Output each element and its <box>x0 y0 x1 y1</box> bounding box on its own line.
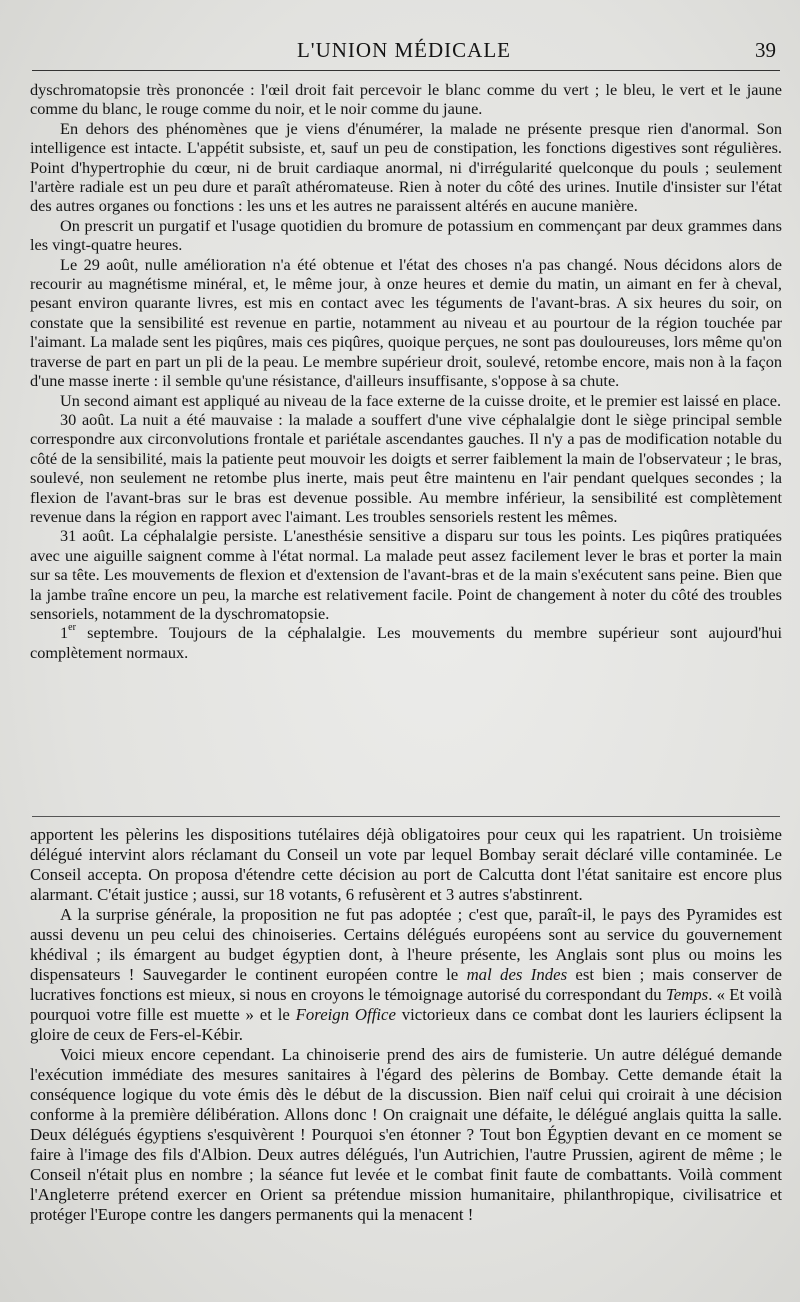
paragraph: dyschromatopsie très prononcée : l'œil droit fait percevoir le blanc comme du vert ; le bleu, le vert et le jaune comme du blanc, le rouge comme du noir, et le noir comme du jaune. <box>30 80 782 119</box>
paragraph <box>30 623 782 662</box>
feuilleton-text <box>30 825 782 1225</box>
paragraph: Voici mieux encore cependant. La chinoiserie prend des airs de fumisterie. Un autre délégué demande l'exécution immédiate des mesures sanitaires à l'égard des pèlerins de Bombay. Cette demande était la conséquence logique du vote émis dès le début de la discussion. Bien naïf celui qui croirait à une décision conforme à la première délibération. Allons donc ! On craignait une défaite, le délégué anglais quitta la salle. Deux délégués égyptiens s'esquivèrent ! Pourquoi s'en étonner ? Tout bon Égyptien devant en ce moment se faire à l'image des fils d'Albion. Deux autres délégués, l'un Autrichien, l'autre Prussien, agirent de même ; le Conseil n'était plus en nombre ; la séance fut levée et le combat finit faute de combattants. Voilà comment l'Angleterre prétend exercer en Orient sa prétendue mission humanitaire, philanthropique, civilisatrice et protéger l'Europe contre les dangers permanents qui la menacent ! <box>30 1045 782 1224</box>
italic-phrase: mal des Indes <box>466 965 568 984</box>
text-run: . « Et voilà pourquoi votre fille est muette » et le <box>30 985 782 1024</box>
ordinal-superscript: er <box>68 622 76 634</box>
paragraph: apportent les pèlerins les dispositions tutélaires déjà obligatoires pour ceux qui les rapatrient. Un troisième délégué intervint alors réclamant du Conseil un vote par lequel Bombay serait déclaré ville contaminée. Le Conseil accepta. On proposa d'étendre cette décision au port de Calcutta dont l'état sanitaire est encore plus alarmant. C'était justice ; aussi, sur 18 votants, 6 refusèrent et 3 autres s'abstinrent. <box>30 825 782 904</box>
section-divider <box>32 816 780 817</box>
page-number: 39 <box>755 38 776 62</box>
date-number: 1 <box>60 623 69 643</box>
header-rule <box>32 70 780 71</box>
text-run: est bien ; mais conserver de lucratives fonctions est mieux, si nous en croyons le témoignage autorisé du correspondant du <box>30 965 783 1004</box>
paragraph: On prescrit un purgatif et l'usage quotidien du bromure de potassium en commençant par deux grammes dans les vingt-quatre heures. <box>30 215 782 255</box>
paragraph <box>30 905 782 1045</box>
italic-newspaper-name: Temps <box>665 985 709 1004</box>
paragraph: Le 29 août, nulle amélioration n'a été obtenue et l'état des choses n'a pas changé. Nous décidons alors de recourir au magnétisme minéral, et, le même jour, à onze heures et demie du matin, un aimant en fer à cheval, pesant environ quarante livres, est mis en contact avec les téguments de l'avant-bras. A six heures du soir, on constate que la sensibilité est revenue en partie, notamment au niveau et au pourtour de la région touchée par l'aimant. La malade sent les piqûres, mais ces piqûres, quoique perçues, ne sont pas douloureuses, lors même qu'on traverse de part en part un pli de la peau. Le membre supérieur droit, soulevé, retombe encore, mais non à la façon d'une masse inerte : il semble qu'une résistance, d'ailleurs insuffisante, s'oppose à sa chute. <box>30 254 782 391</box>
paragraph: Un second aimant est appliqué au niveau de la face externe de la cuisse droite, et le premier est laissé en place. <box>60 390 782 410</box>
running-header <box>30 38 778 70</box>
journal-title: L'UNION MÉDICALE <box>296 38 511 62</box>
text-run: victorieux dans ce combat dont les lauriers éclipsent la gloire de ceux de Fers-el-Kébir. <box>30 1005 782 1044</box>
case-observation-text <box>30 80 782 662</box>
paragraph-text: septembre. Toujours de la céphalalgie. Les mouvements du membre supérieur sont aujourd'hui complètement normaux. <box>30 623 782 662</box>
italic-phrase: Foreign Office <box>295 1005 396 1024</box>
text-run: A la surprise générale, la proposition ne fut pas adoptée ; c'est que, paraît-il, le pays des Pyramides est aussi devenu un peu celui des chinoiseries. Certains délégués européens sont au service du gouvernement khédival ; ils émargent au budget égyptien dont, à l'heure présente, les Anglais sont plus ou moins les dispensateurs ! Sauvegarder le continent européen contre le <box>30 905 782 984</box>
paragraph: 30 août. La nuit a été mauvaise : la malade a souffert d'une vive céphalalgie dont le siège principal semble correspondre aux circonvolutions frontale et pariétale ascendantes gauches. Il n'y a pas de modification notable du côté de la sensibilité, mais la patiente peut mouvoir les doigts et serrer faiblement la main de l'observateur ; le bras, soulevé, non seulement ne retombe plus inerte, mais peut être maintenu en l'air pendant quelques secondes ; la flexion de l'avant-bras sur le bras est devenue possible. Au membre inférieur, la sensibilité est complètement revenue dans la région en rapport avec l'aimant. Les troubles sensoriels restent les mêmes. <box>30 409 782 526</box>
paragraph: 31 août. La céphalalgie persiste. L'anesthésie sensitive a disparu sur tous les points. Les piqûres pratiquées avec une aiguille saignent comme à l'état normal. La malade peut assez facilement lever le bras et porter la main sur sa tête. Les mouvements de flexion et d'extension de l'avant-bras et de la main s'exécutent sans peine. Bien que la jambe traîne encore un peu, la marche est relativement facile. Point de changement à noter du côté des troubles sensoriels, notamment de la dyschromatopsie. <box>30 526 782 623</box>
paragraph: En dehors des phénomènes que je viens d'énumérer, la malade ne présente presque rien d'anormal. Son intelligence est intacte. L'appétit subsiste, et, sauf un peu de constipation, les fonctions digestives sont régulières. Point d'hypertrophie du cœur, ni de bruit cardiaque anormal, ni d'irrégularité quelconque du pouls ; seulement l'artère radiale est un peu dure et paraît athéromateuse. Rien à noter du côté des urines. Inutile d'insister sur l'état des autres organes ou fonctions : les uns et les autres ne paraissent altérés en aucune manière. <box>30 118 782 216</box>
